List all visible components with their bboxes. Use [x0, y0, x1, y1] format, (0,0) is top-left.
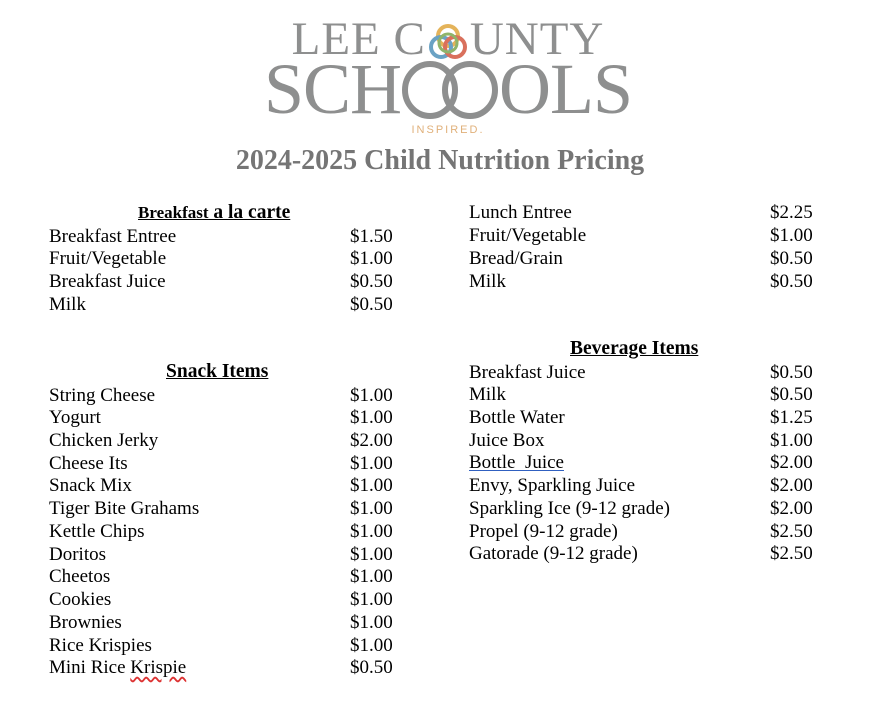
item-name: Cheese Its [49, 453, 128, 474]
item-name: Rice Krispies [49, 635, 152, 656]
logo-text-unty: UNTY [469, 13, 605, 65]
item-price: $2.00 [770, 498, 813, 519]
item-price: $1.00 [350, 612, 393, 633]
item-price: $2.00 [350, 430, 393, 451]
logo-text-ols: OLS [499, 49, 633, 129]
item-price: $1.00 [350, 635, 393, 656]
item-name: Envy, Sparkling Juice [469, 475, 636, 496]
breakfast-heading [138, 202, 290, 224]
item-name: Bottle Juice [469, 452, 564, 473]
item-price: $1.00 [350, 566, 393, 587]
item-name: Breakfast Juice [469, 362, 586, 383]
item-price: $1.00 [350, 248, 393, 269]
item-price: $2.00 [770, 452, 813, 473]
logo-double-o-icon [401, 58, 499, 132]
item-price: $0.50 [350, 271, 393, 292]
item-name: Lunch Entree [469, 202, 572, 223]
item-price: $1.00 [350, 521, 393, 542]
item-price: $2.50 [770, 521, 813, 542]
logo-text-sch: SCH [263, 49, 402, 129]
item-name: Milk [469, 271, 506, 292]
item-price: $1.50 [350, 226, 393, 247]
item-price: $0.50 [770, 271, 813, 292]
item-price: $2.00 [770, 475, 813, 496]
item-name-misspelled: Krispie [130, 657, 187, 678]
item-price: $0.50 [350, 294, 393, 315]
item-price: $0.50 [350, 657, 393, 678]
item-price: $1.00 [770, 430, 813, 451]
item-name: Kettle Chips [49, 521, 145, 542]
item-name: Fruit/Vegetable [49, 248, 167, 269]
breakfast-heading-word: Breakfast [138, 203, 209, 222]
item-name: Chicken Jerky [49, 430, 159, 451]
item-name: Breakfast Juice [49, 271, 166, 292]
page-title: 2024-2025 Child Nutrition Pricing [235, 145, 645, 176]
item-price: $1.00 [350, 453, 393, 474]
logo-text-lee-c: LEE C [291, 13, 426, 65]
item-name-part: Mini Rice [49, 657, 131, 678]
item-price: $2.25 [770, 202, 813, 223]
item-name: Cheetos [49, 566, 111, 587]
item-price: $1.25 [770, 407, 813, 428]
item-name: Fruit/Vegetable [469, 225, 587, 246]
item-price: $1.00 [350, 407, 393, 428]
item-name: Milk [49, 294, 86, 315]
item-name: Cookies [49, 589, 112, 610]
item-name: Milk [469, 384, 506, 405]
item-price: $2.50 [770, 543, 813, 564]
item-name: Yogurt [49, 407, 101, 428]
item-name: Doritos [49, 544, 106, 565]
snack-heading: Snack Items [166, 361, 269, 382]
item-price: $1.00 [350, 385, 393, 406]
item-name: Brownies [49, 612, 122, 633]
item-price: $1.00 [350, 589, 393, 610]
item-price: $1.00 [350, 475, 393, 496]
item-price: $0.50 [770, 362, 813, 383]
item-name: Juice Box [469, 430, 545, 451]
breakfast-heading-rest: a la carte [208, 202, 291, 223]
logo-tagline: INSPIRED. [411, 124, 485, 136]
item-name: Sparkling Ice (9-12 grade) [469, 498, 671, 519]
item-name: Bottle Water [469, 407, 565, 428]
item-name: Tiger Bite Grahams [49, 498, 200, 519]
item-price: $1.00 [350, 498, 393, 519]
item-name [49, 656, 186, 679]
item-price: $1.00 [770, 225, 813, 246]
item-name: Snack Mix [49, 475, 132, 496]
item-price: $1.00 [350, 544, 393, 565]
item-name: Bread/Grain [469, 248, 563, 269]
district-logo [0, 0, 896, 145]
item-name: Breakfast Entree [49, 226, 177, 247]
item-name: String Cheese [49, 385, 156, 406]
item-price: $0.50 [770, 248, 813, 269]
item-name: Gatorade (9-12 grade) [469, 543, 638, 564]
beverage-heading: Beverage Items [570, 338, 699, 359]
logo-line-schools [0, 49, 896, 132]
item-name: Propel (9-12 grade) [469, 521, 618, 542]
item-price: $0.50 [770, 384, 813, 405]
